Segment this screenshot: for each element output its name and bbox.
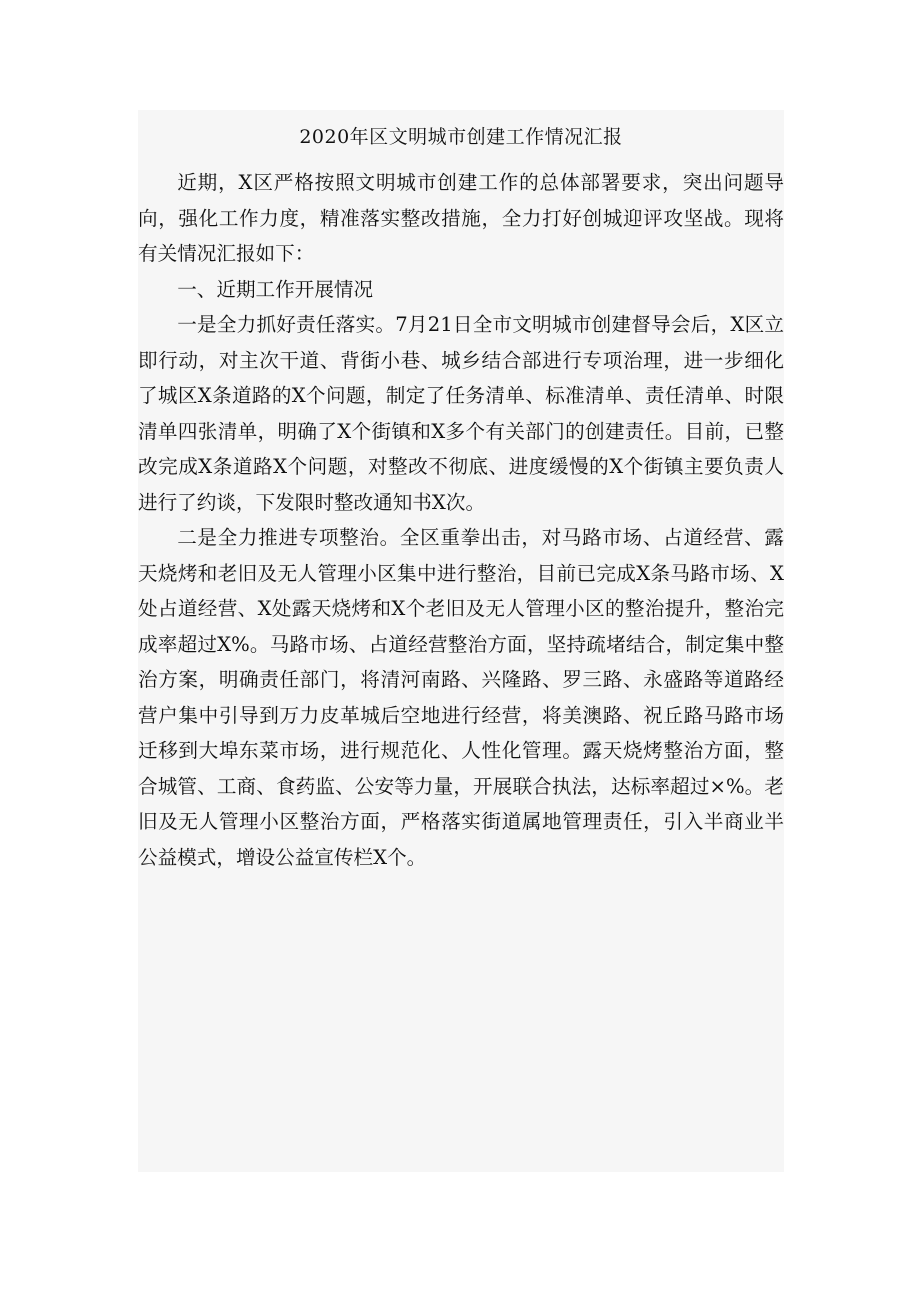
document-title: 2020年区文明城市创建工作情况汇报	[299, 126, 623, 148]
paragraph-responsibility: 一是全力抓好责任落实。7月21日全市文明城市创建督导会后，X区立即行动，对主次干道、背街小巷、城乡结合部进行专项治理，进一步细化了城区X条道路的X个问题，制定了任务清单、标准清单、责任清单、时限清单四张清单，明确了X个街镇和X多个有关部门的创建责任。目前，已整改完成X条道路X个问题，对整改不彻底、进度缓慢的X个街镇主要负责人进行了约谈，下发限时整改通知书X次。	[138, 313, 784, 514]
document-page	[138, 110, 784, 1172]
paragraph-special-rectification: 二是全力推进专项整治。全区重拳出击，对马路市场、占道经营、露天烧烤和老旧及无人管理小区集中进行整治，目前已完成X条马路市场、X处占道经营、X处露天烧烤和X个老旧及无人管理小区的整治提升，整治完成率超过X%。马路市场、占道经营整治方面，坚持疏堵结合，制定集中整治方案，明确责任部门，将清河南路、兴隆路、罗三路、永盛路等道路经营户集中引导到万力皮革城后空地进行经营，将美澳路、祝丘路马路市场迁移到大埠东菜市场，进行规范化、人性化管理。露天烧烤整治方面，整合城管、工商、食药监、公安等力量，开展联合执法，达标率超过×%。老旧及无人管理小区整治方面，严格落实街道属地管理责任，引入半商业半公益模式，增设公益宣传栏X个。	[138, 526, 784, 869]
section-heading-recent-work: 一、近期工作开展情况	[177, 277, 374, 301]
document-body	[138, 165, 784, 875]
paragraph-intro: 近期，X区严格按照文明城市创建工作的总体部署要求，突出问题导向，强化工作力度，精准落实整改措施，全力打好创城迎评攻坚战。现将有关情况汇报如下：	[138, 171, 784, 265]
